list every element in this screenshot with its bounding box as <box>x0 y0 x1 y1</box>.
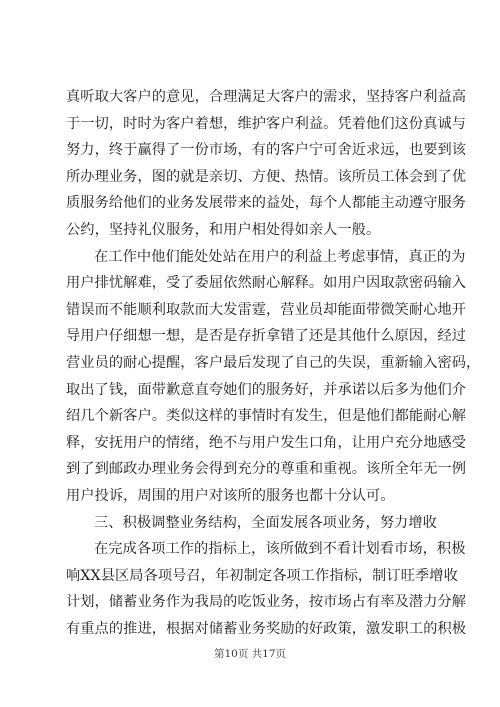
paragraph-business-targets <box>66 536 467 642</box>
document-body <box>66 84 481 642</box>
text-line: 到了到邮政办理业务会得到充分的尊重和重视。该所全年无一例 <box>66 461 467 478</box>
text-line: 释，安抚用户的情绪，绝不与用户发生口角，让用户充分地感受 <box>66 434 467 451</box>
heading-line: 三、积极调整业务结构，全面发展各项业务，努力增收 <box>94 514 437 531</box>
text-line: 努力，终于赢得了一份市场，有的客户宁可舍近求远，也要到该 <box>66 142 467 159</box>
paragraph-patient-explanation <box>66 244 481 510</box>
text-line: 用户投诉，周围的用户对该所的服务也都十分认可。 <box>66 487 395 504</box>
text-line: 用户排忧解难，受了委屈依然耐心解释。如用户因取款密码输入 <box>66 275 467 292</box>
text-line: 在完成各项工作的指标上，该所做到不看计划看市场，积极 <box>94 541 466 558</box>
text-line: 质服务给他们的业务发展带来的益处，每个人都能主动遵守服务 <box>66 195 467 212</box>
text-line: 有重点的推进，根据对储蓄业务奖励的好政策，激发职工的积极 <box>66 620 467 637</box>
paragraph-customer-interests <box>66 84 467 244</box>
text-line: 错误而不能顺利取款而大发雷霆，营业员却能面带微笑耐心地开 <box>66 301 467 318</box>
text-line: 响XX县区局各项号召，年初制定各项工作指标，制订旺季增收 <box>66 567 458 584</box>
text-line: 于一切，时时为客户着想，维护客户利益。凭着他们这份真诚与 <box>66 115 467 132</box>
text-line: 取出了钱，面带歉意直夸她们的服务好，并承诺以后多为他们介 <box>66 381 467 398</box>
text-line: 公约，坚持礼仪服务，和用户相处得如亲人一般。 <box>66 221 381 238</box>
text-line: 绍几个新客户。类似这样的事情时有发生，但是他们都能耐心解 <box>66 408 467 425</box>
text-line: 所办理业务，图的就是亲切、方便、热情。该所员工体会到了优 <box>66 168 467 185</box>
text-line: 营业员的耐心提醒，客户最后发现了自己的失误，重新输入密码， <box>66 354 481 371</box>
text-line: 导用户仔细想一想，是否是存折拿错了还是其他什么原因，经过 <box>66 328 467 345</box>
section-heading <box>66 510 438 537</box>
text-line: 计划，储蓄业务作为我局的吃饭业务，按市场占有率及潜力分解 <box>66 594 467 611</box>
text-line: 真听取大客户的意见，合理满足大客户的需求，坚持客户利益高 <box>66 89 467 105</box>
page-number-footer: 第10页 共17页 <box>213 648 287 660</box>
text-line: 在工作中他们能处处站在用户的利益上考虑事情，真正的为 <box>94 248 466 265</box>
